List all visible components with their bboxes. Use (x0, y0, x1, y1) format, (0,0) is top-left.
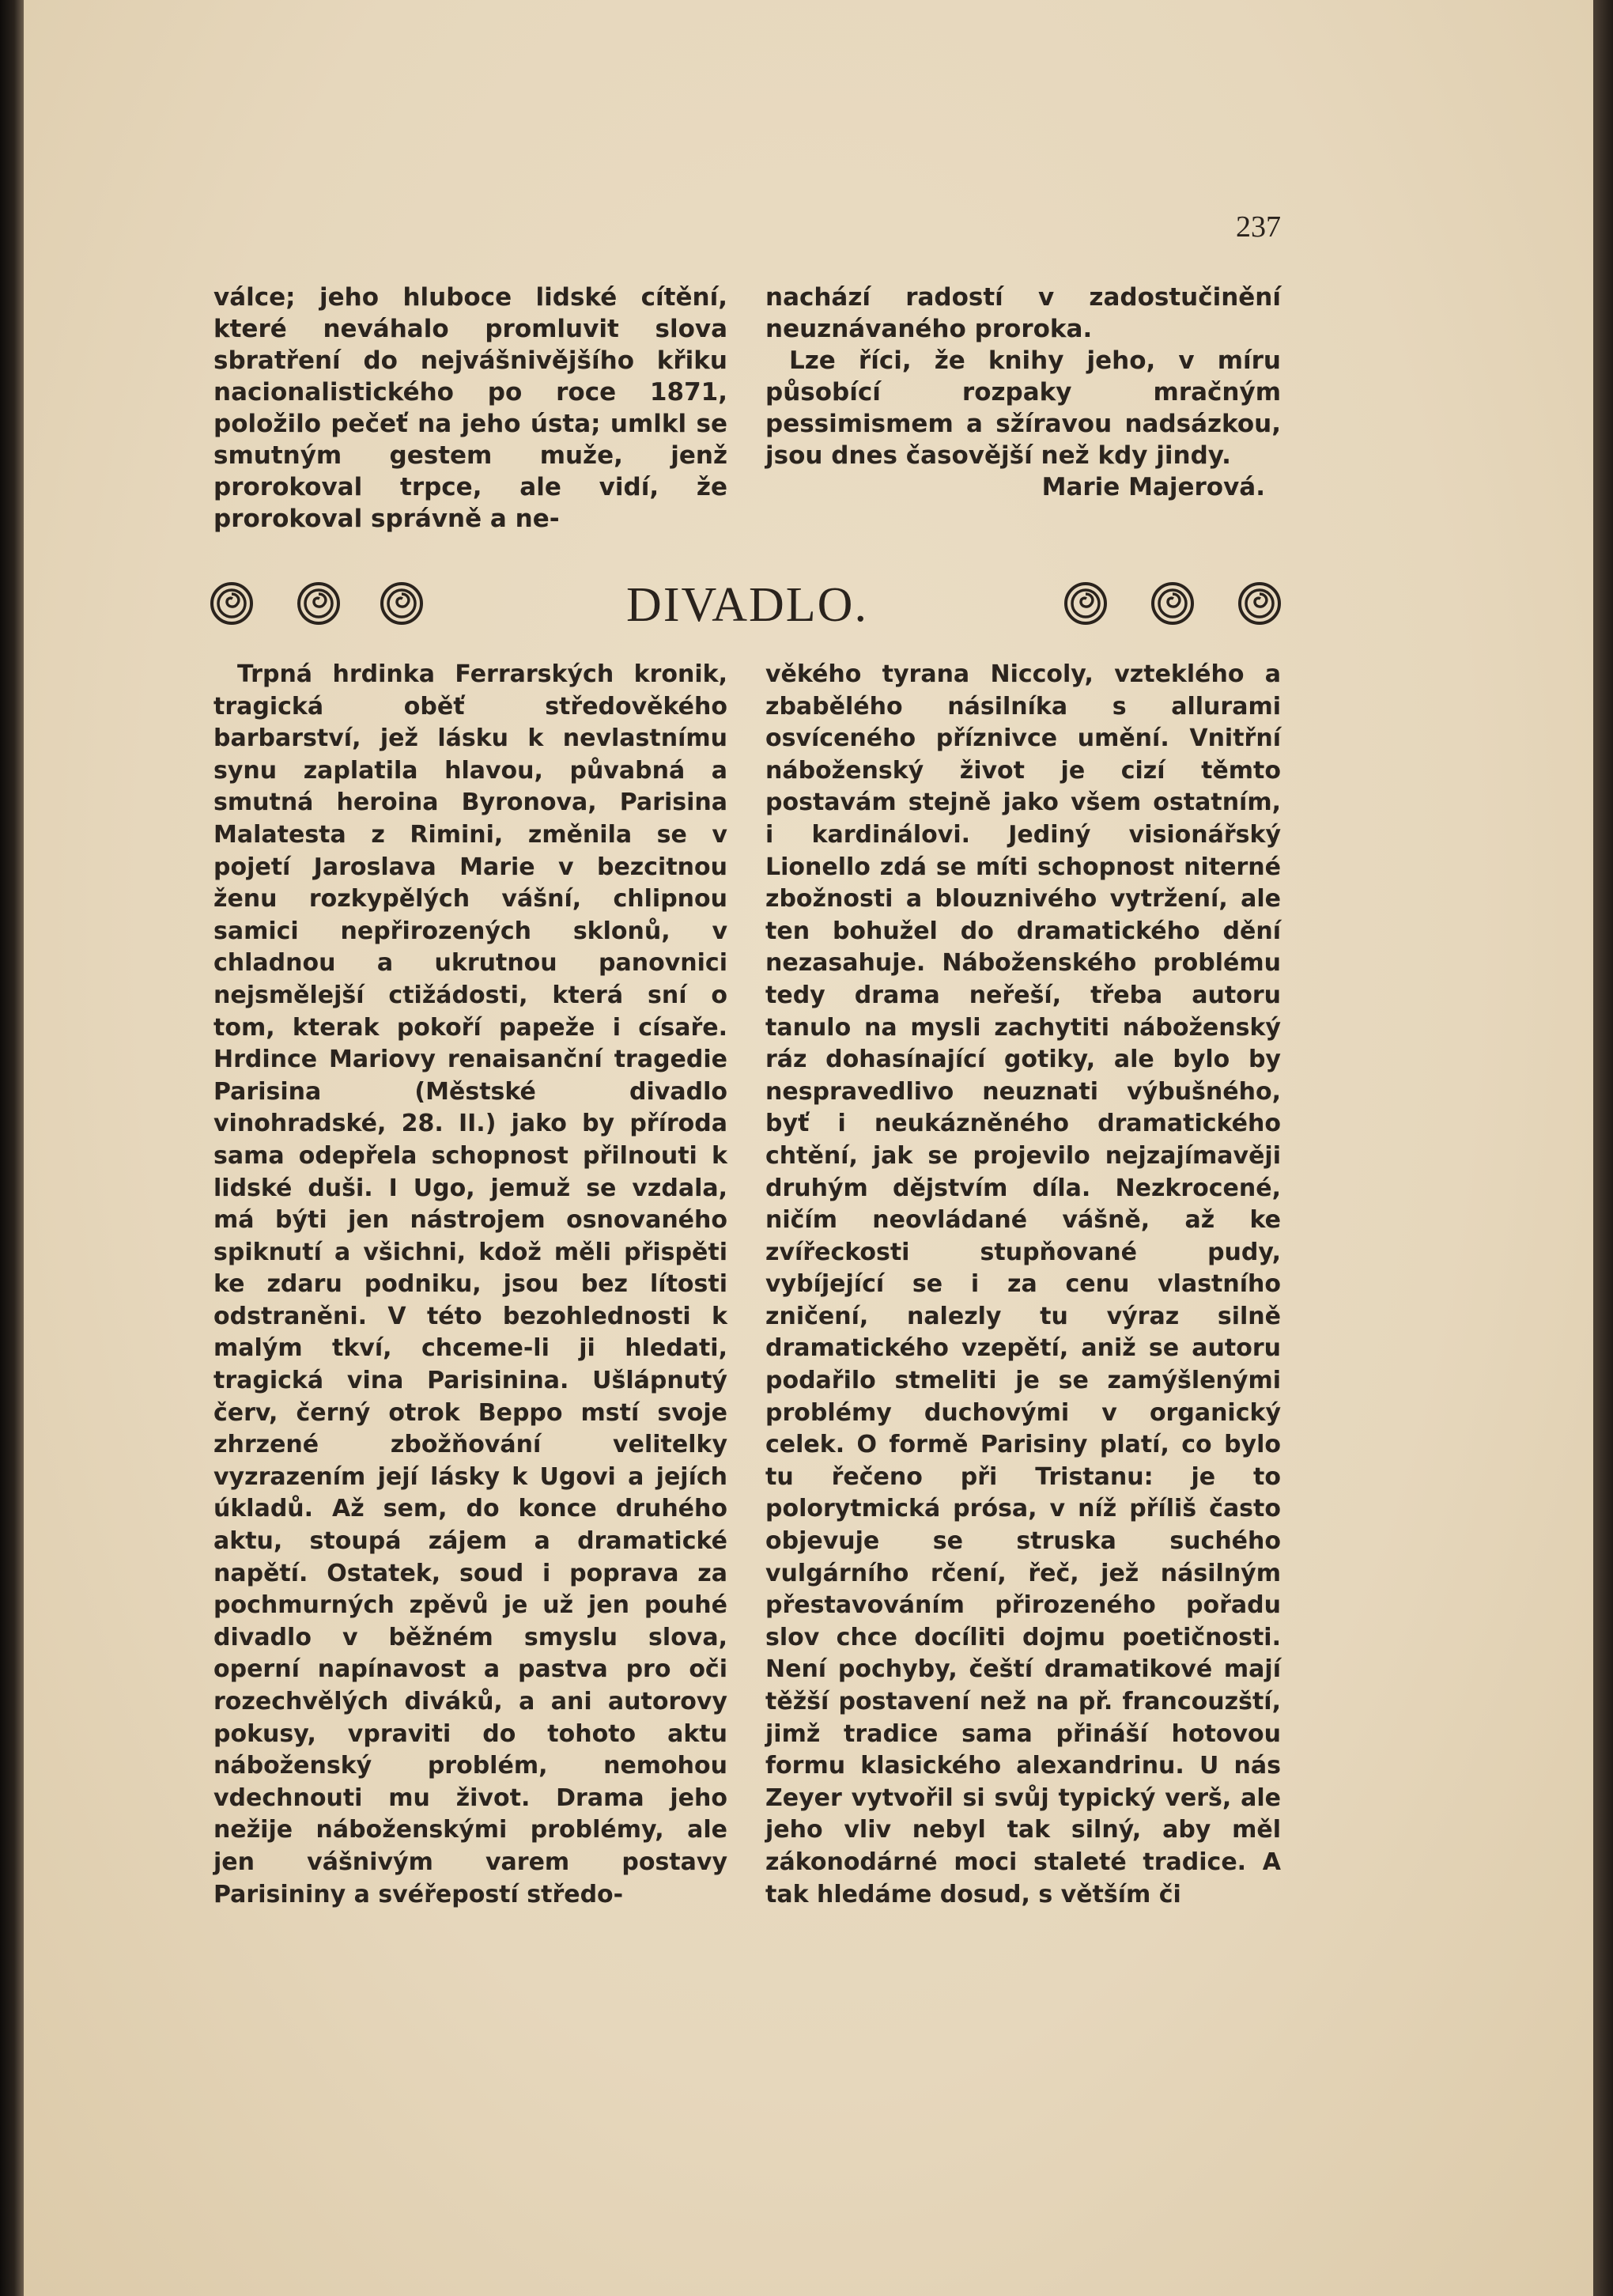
right-column-text: věkého tyrana Niccoly, vzteklého a zbabělého násilníka s allurami osvíceného příznivce umění. Vnitřní náboženský život je cizí těmto postavám stejně jako všem ostatním, i kardinálovi. Jediný visionářský Lionello zdá se míti schopnost niterné zbožnosti a blouznivého vytržení, ale ten bohužel do dramatického dění nezasahuje. Náboženského problému tedy drama neřeší, třeba autoru tanulo na mysli zachytiti náboženský ráz dohasínající gotiky, ale bylo by nespravedlivo neuznati výbušného, byť i neukázněného dramatického chtění, jak se projevilo nejzajímavěji druhým dějstvím díla. Nezkrocené, ničím neovládané vášně, až ke zvířeckosti stupňované pudy, vybíjející se i za cenu vlastního zničení, nalezly tu výraz silně dramatického vzepětí, aniž se autoru podařilo stmeliti je se zamýšlenými problémy duchovými v organický celek. O formě Parisiny platí, co bylo tu řečeno při Tristanu: je to polorytmická prósa, v níž příliš často objevuje se struska suchého vulgárního rčení, řeč, jež násilným přestavováním přirozeného pořadu slov chce docíliti dojmu poetičnosti. Není pochyby, čeští dramatikové mají těžší postavení než na př. francouzští, jimž tradice sama přináší hotovou formu klasického alexandrinu. U nás Zeyer vytvořil si svůj typický verš, ale jeho vliv nebyl tak silný, aby měl zákonodárné moci staleté tradice. A tak hledáme dosud, s větším či (765, 660, 1281, 1908)
page-edge (1593, 0, 1613, 2296)
rose-ornament-icon (1150, 581, 1195, 626)
top-right-paragraph-2: Lze říci, že knihy jeho, v míru působící rozpaky mračným pessimismem a sžíravou nadsázkou, jsou dnes časovější než kdy jindy. (765, 346, 1281, 470)
right-column (765, 659, 1281, 1911)
section-heading-row (210, 573, 1285, 637)
top-right-column (765, 282, 1281, 503)
top-left-column (213, 282, 727, 535)
top-left-paragraph: válce; jeho hluboce lidské cítění, které neváhalo promluvit slova sbratření do nejvášnivějšího křiku nacionalistického po roce 1871, položilo pečeť na jeho ústa; umlkl se smutným gestem muže, jenž prorokoval trpce, ale vidí, že prorokoval správně a ne- (213, 283, 727, 533)
left-column (213, 659, 727, 1911)
book-spine-shadow (0, 0, 24, 2296)
rose-ornament-icon (1063, 581, 1108, 626)
page-number: 237 (1236, 210, 1281, 244)
author-signature: Marie Majerová. (1041, 473, 1265, 501)
top-right-paragraph-1: nachází radostí v zadostučinění neuznávaného proroka. (765, 283, 1281, 343)
left-column-text: Trpná hrdinka Ferrarských kronik, tragická oběť středověkého barbarství, jež lásku k nevlastnímu synu zaplatila hlavou, půvabná a smutná heroina Byronova, Parisina Malatesta z Rimini, změnila se v pojetí Jaroslava Marie v bezcitnou ženu rozkypělých vášní, chlipnou samici nepřirozených sklonů, v chladnou a ukrutnou panovnici nejsmělejší ctižádosti, která sní o tom, kterak pokoří papeže i císaře. Hrdince Mariovy renaisanční tragedie Parisina (Městské divadlo vinohradské, 28. II.) jako by příroda sama odepřela schopnost přilnouti k lidské duši. I Ugo, jemuž se vzdala, má býti jen nástrojem osnovaného spiknutí a všichni, kdož měli přispěti ke zdaru podniku, jsou bez lítosti odstraněni. V této bezohlednosti k malým tkví, chceme-li ji hledati, tragická vina Parisinina. Ušlápnutý červ, černý otrok Beppo mstí svoje zhrzené zbožňování velitelky vyzrazením její lásky k Ugovi a jejích úkladů. Až sem, do konce druhého aktu, stoupá zájem a dramatické napětí. Ostatek, soud i poprava za pochmurných zpěvů je už jen pouhé divadlo v běžném smyslu slova, operní napínavost a pastva pro oči rozechvělých diváků, a ani autorovy pokusy, vpraviti do tohoto aktu náboženský problém, nemohou vdechnouti mu život. Drama jeho nežije náboženskými problémy, ale jen vášnivým varem postavy Parisininy a svéřepostí středo- (213, 660, 727, 1908)
section-heading: DIVADLO. (626, 578, 868, 632)
rose-ornament-icon (1237, 581, 1282, 626)
